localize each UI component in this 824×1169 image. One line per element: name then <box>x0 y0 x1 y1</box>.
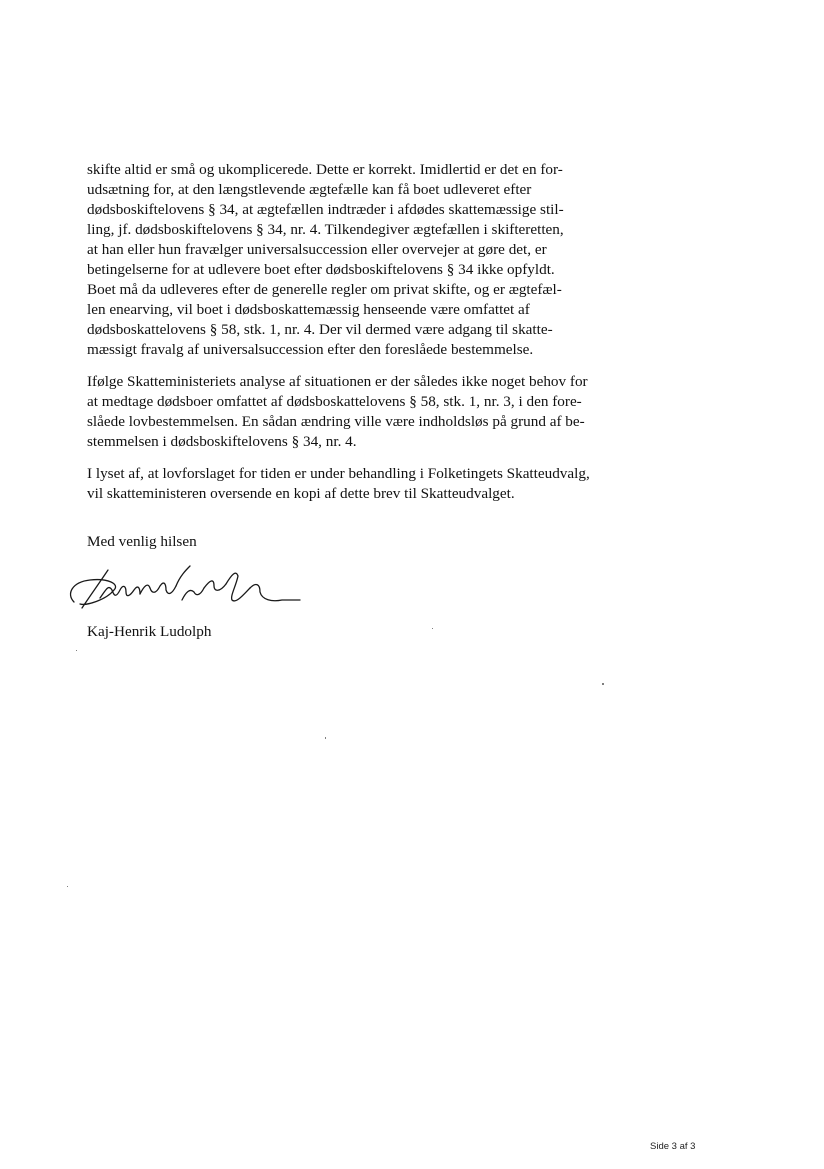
text-line: slåede lovbestemmelsen. En sådan ændring ville være indholdsløs på grund af be- <box>87 413 585 430</box>
text-line: dødsboskiftelovens § 34, at ægtefællen indtræder i afdødes skattemæssige stil- <box>87 201 564 218</box>
text-line: at medtage dødsboer omfattet af dødsboskattelovens § 58, stk. 1, nr. 3, i den fore- <box>87 393 582 410</box>
text-line: skifte altid er små og ukomplicerede. Dette er korrekt. Imidlertid er det en for- <box>87 161 563 178</box>
text-line: udsætning for, at den længstlevende ægtefælle kan få boet udleveret efter <box>87 181 532 198</box>
text-line: dødsboskattelovens § 58, stk. 1, nr. 4. Der vil dermed være adgang til skatte- <box>87 321 553 338</box>
text-line: vil skatteministeren oversende en kopi af dette brev til Skatteudvalget. <box>87 485 515 502</box>
signer-name: Kaj-Henrik Ludolph <box>87 623 212 640</box>
closing-salutation: Med venlig hilsen <box>87 533 197 550</box>
text-line: mæssigt fravalg af universalsuccession efter den foreslåede bestemmelse. <box>87 341 534 358</box>
handwritten-signature <box>60 560 310 630</box>
scan-speck <box>602 683 604 685</box>
text-line: I lyset af, at lovforslaget for tiden er under behandling i Folketingets Skatteudvalg, <box>87 465 590 482</box>
scan-speck <box>325 737 326 739</box>
scan-speck <box>76 650 77 651</box>
paragraph-2 <box>87 372 627 452</box>
text-line: stemmelsen i dødsboskiftelovens § 34, nr. 4. <box>87 433 357 450</box>
scan-speck <box>432 628 433 629</box>
paragraph-3 <box>87 464 627 504</box>
text-line: Boet må da udleveres efter de generelle regler om privat skifte, og er ægtefæl- <box>87 281 562 298</box>
text-line: Ifølge Skatteministeriets analyse af situationen er der således ikke noget behov for <box>87 373 588 390</box>
text-line: len enearving, vil boet i dødsboskattemæssig henseende være omfattet af <box>87 301 530 318</box>
text-line: betingelserne for at udlevere boet efter dødsboskiftelovens § 34 ikke opfyldt. <box>87 261 555 278</box>
paragraph-1 <box>87 160 627 360</box>
page-number: Side 3 af 3 <box>650 1141 696 1152</box>
scan-speck <box>67 886 68 887</box>
text-line: at han eller hun fravælger universalsuccession eller overvejer at gøre det, er <box>87 241 547 258</box>
letter-body <box>87 160 627 516</box>
text-line: ling, jf. dødsboskiftelovens § 34, nr. 4. Tilkendegiver ægtefællen i skifteretten, <box>87 221 564 238</box>
